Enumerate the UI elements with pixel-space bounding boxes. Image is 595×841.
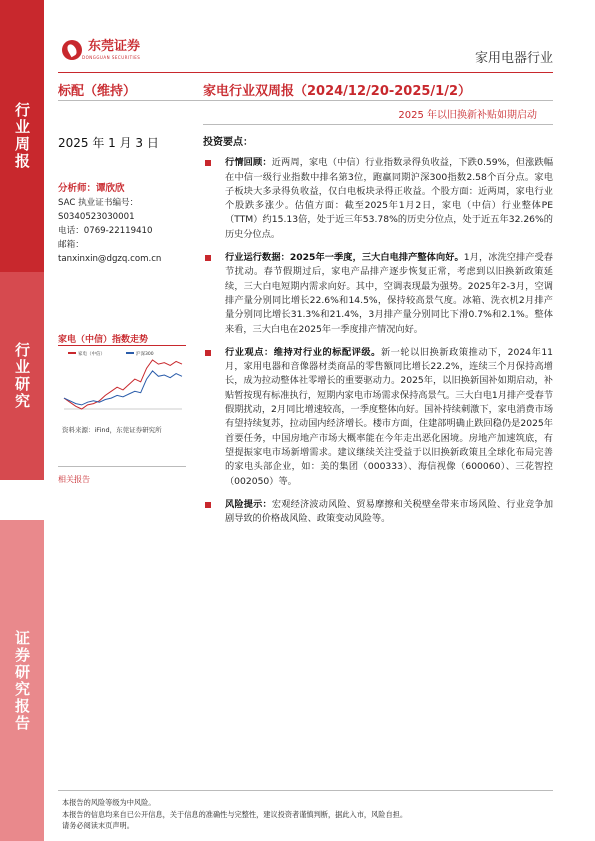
bullet-square-icon xyxy=(205,255,211,261)
sidebar-gap xyxy=(0,480,44,520)
phone: 电话：0769-22119410 xyxy=(58,226,153,236)
analyst-info xyxy=(58,182,193,266)
bullet-text: 1月，冰洗空排产受春节扰动。春节假期过后，家电产品排产逐步恢复正常，考虑到以旧换新政策延续，三大白电短期内需求向好。其中，空调表现最为强势。2025年2-3月，空调排产量分别同比增长22.6%和14.5%，保持较高景气度。冰箱、洗衣机2月排产量分别同比增长31.3%和21.4%，3月排产量分别同比下滑0.7%和2.1%。整体来看，三大白电在2025年一季度排产情况向好。 xyxy=(225,252,553,335)
footer-line-2: 本报告的信息均来自已公开信息，关于信息的准确性与完整性，建议投资者谨慎判断，据此入市，风险自担。 xyxy=(62,809,408,819)
bullet-label: 行情回顾： xyxy=(225,157,272,169)
title-divider xyxy=(58,100,553,101)
bullet-text: 新一轮以旧换新政策推动下，2024年11月，家用电器和音像器材类商品的零售额同比增长22.2%，连续三个月保持高增长，成为拉动整体社零增长的重要驱动力。2025年，以旧换新国补如期启动，补贴暂按现有标准执行，短期内家电市场需求保持高景气。三大白电1月排产受春节假期扰动，2月同比增速较高，一季度整体向好。国补持续刺激下，家电消费市场有望持续复苏，拉动国内经济增长。楼市方面，住建部明确止跌回稳仍是2025年首要任务，中国房地产市场大概率能在今年走出恶化困境。房地产加速筑底，有望提振家电市场新增需求。建议继续关注受益于以旧换新政策且全球化布局完善的家电头部企业，如：美的集团（000333）、海信视像（600060）、三花智控（002050）等。 xyxy=(225,346,554,487)
footer-divider xyxy=(58,790,553,791)
logo-text: 东莞证券 xyxy=(88,39,141,54)
bullet-text: 近两周，家电（中信）行业指数录得负收益，下跌0.59%，但涨跌幅在中信一级行业指数中排名第3位，跑赢同期沪深300指数2.58个百分点。家电子板块大多录得负收益，仅白电板块录得正收益。个股方面：近两周，家电行业个股跌多涨少。估值方面：截至2025年1月2日，家电（中信）行业整体PE（TTM）约15.13倍，处于近三年53.78%的历史分位点，处于近五年32.26%的历史分位点。 xyxy=(225,157,554,240)
report-date: 2025 年 1 月 3 日 xyxy=(58,136,159,150)
subtitle-divider xyxy=(203,124,553,125)
sidebar xyxy=(0,0,44,841)
bullet-risk xyxy=(203,498,553,527)
legend-swatch-1 xyxy=(126,352,134,354)
logo-subtext: DONGGUAN SECURITIES xyxy=(82,55,141,60)
rating: 标配（维持） xyxy=(58,84,137,99)
bullet-industry-view xyxy=(203,346,553,489)
bullet-label: 风险提示： xyxy=(225,498,272,510)
company-logo xyxy=(62,40,140,60)
legend-label-1: 沪深300 xyxy=(136,352,154,357)
legend-swatch-0 xyxy=(68,352,76,354)
industry-label: 家用电器行业 xyxy=(474,51,553,66)
bullet-market-review xyxy=(203,156,553,242)
header-divider xyxy=(58,72,553,73)
footer-line-1: 本报告的风险等级为中风险。 xyxy=(62,798,156,807)
sidebar-industry-research: 行业研究 xyxy=(0,272,44,480)
chart-title-divider xyxy=(58,345,186,346)
series-line-0 xyxy=(64,360,182,409)
chart-title: 家电（中信）指数走势 xyxy=(58,335,149,345)
sidebar-securities-report: 证券研究报告 xyxy=(0,520,44,841)
related-divider xyxy=(58,466,186,467)
footer-line-3: 请务必阅读末页声明。 xyxy=(62,821,134,830)
legend-label-0: 家电（中信） xyxy=(78,352,105,357)
email-link[interactable]: tanxinxin@dgzq.com.cn xyxy=(58,254,162,264)
analyst-name: 分析师：谭欣欣 xyxy=(58,183,125,194)
series-line-1 xyxy=(64,371,182,405)
logo-icon xyxy=(62,40,82,60)
section-heading: 投资要点： xyxy=(203,137,253,148)
report-title: 家电行业双周报（2024/12/20-2025/1/2） xyxy=(203,84,472,99)
footer xyxy=(62,797,407,832)
investment-points xyxy=(203,136,553,535)
index-trend-chart xyxy=(58,350,186,415)
email-label: 邮箱： xyxy=(58,240,84,250)
bullet-text: 宏观经济波动风险、贸易摩擦和关税壁垒带来市场风险、行业竞争加剧导致的价格战风险、政策变动风险等。 xyxy=(225,498,554,525)
sidebar-weekly-report: 行业周报 xyxy=(0,0,44,272)
related-reports: 相关报告 xyxy=(58,475,90,484)
bullet-square-icon xyxy=(205,502,211,508)
bullet-label: 行业运行数据：2025年一季度，三大白电排产整体向好。 xyxy=(225,252,464,264)
bullet-label: 行业观点：维持对行业的标配评级。 xyxy=(225,346,381,358)
bullet-square-icon xyxy=(205,350,211,356)
cert-label: SAC 执业证书编号： xyxy=(58,198,139,208)
bullet-industry-data xyxy=(203,251,553,337)
bullet-square-icon xyxy=(205,160,211,166)
report-subtitle: 2025 年以旧换新补贴如期启动 xyxy=(398,110,537,121)
cert-number: S0340523030001 xyxy=(58,212,135,222)
chart-source: 资料来源：iFind，东莞证券研究所 xyxy=(62,426,162,434)
